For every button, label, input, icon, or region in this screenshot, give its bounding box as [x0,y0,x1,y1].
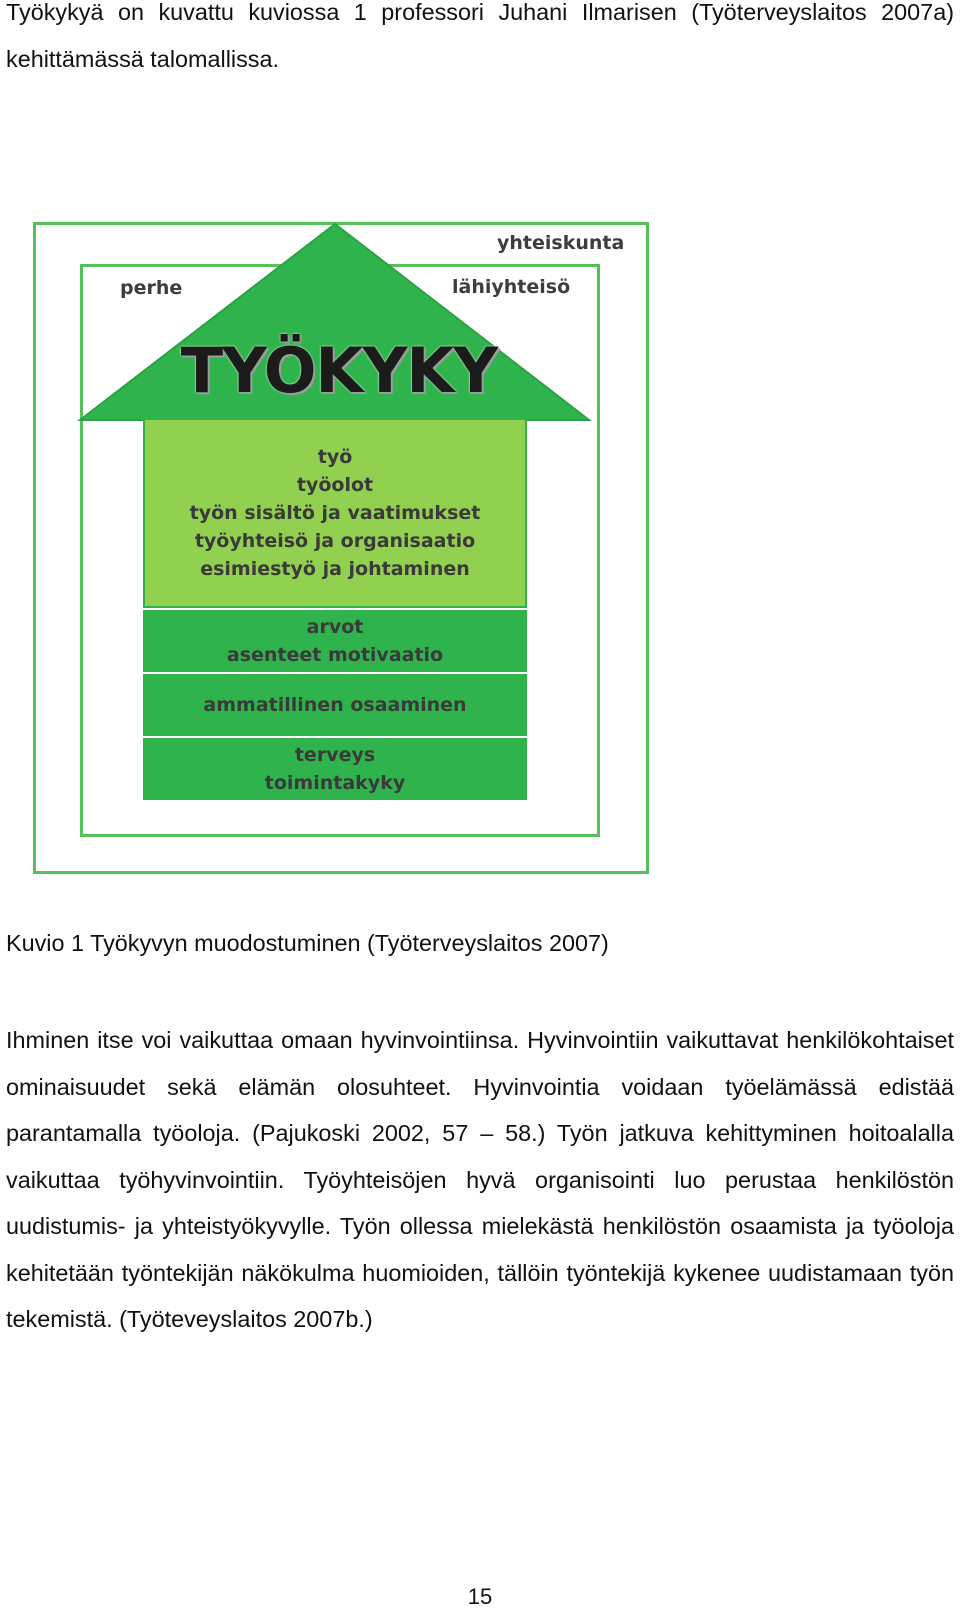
floor-values-line: arvot [306,616,364,638]
body-paragraph: Ihminen itse voi vaikuttaa omaan hyvinvointiinsa. Hyvinvointiin vaikuttavat henkilökohtaiset ominaisuudet sekä elämän olosuhteet. Hyvinvointia voidaan työelämässä edistää parantamalla työoloja. (Pajukoski 2002, 57 – 58.) Työn jatkuva kehittyminen hoitoalalla vaikuttaa työhyvinvointiin. Työyhteisöjen hyvä organisointi luo perustaa henkilöstön uudistumis- ja yhteistyökyvylle. Työn ollessa mielekästä henkilöstön osaamista ja työoloja kehitetään työntekijän näkökulma huomioiden, tällöin työntekijä kykenee uudistamaan työn tekemistä. (Työteveyslaitos 2007b.) [6,1027,954,1332]
floor-values [143,610,527,672]
label-society: yhteiskunta [497,232,625,254]
floor-work [143,418,527,608]
floor-work-line: työolot [296,474,374,496]
floor-health-line: terveys [294,744,376,766]
floor-skills-line: ammatillinen osaaminen [203,694,467,716]
label-local-community: lähiyhteisö [452,276,571,298]
floor-work-line: työ [317,446,353,468]
floor-work-line: työn sisältö ja vaatimukset [189,502,481,524]
floor-work-line: työyhteisö ja organisaatio [194,530,476,552]
roof-title-tyokyky: TYÖKYKY [180,334,498,407]
floor-skills [143,674,527,736]
figure-caption: Kuvio 1 Työkyvyn muodostuminen (Työterveyslaitos 2007) [6,930,609,956]
work-ability-house-figure [33,222,649,874]
label-family: perhe [120,277,183,299]
floor-health [143,738,527,800]
floor-values-line: asenteet motivaatio [226,644,444,666]
intro-paragraph: Työkykyä on kuvattu kuviossa 1 professori Juhani Ilmarisen (Työterveyslaitos 2007a) kehittämässä talomallissa. [6,0,954,72]
floor-health-line: toimintakyky [264,772,406,794]
floor-work-line: esimiestyö ja johtaminen [200,558,470,580]
page-number: 15 [467,1584,493,1609]
